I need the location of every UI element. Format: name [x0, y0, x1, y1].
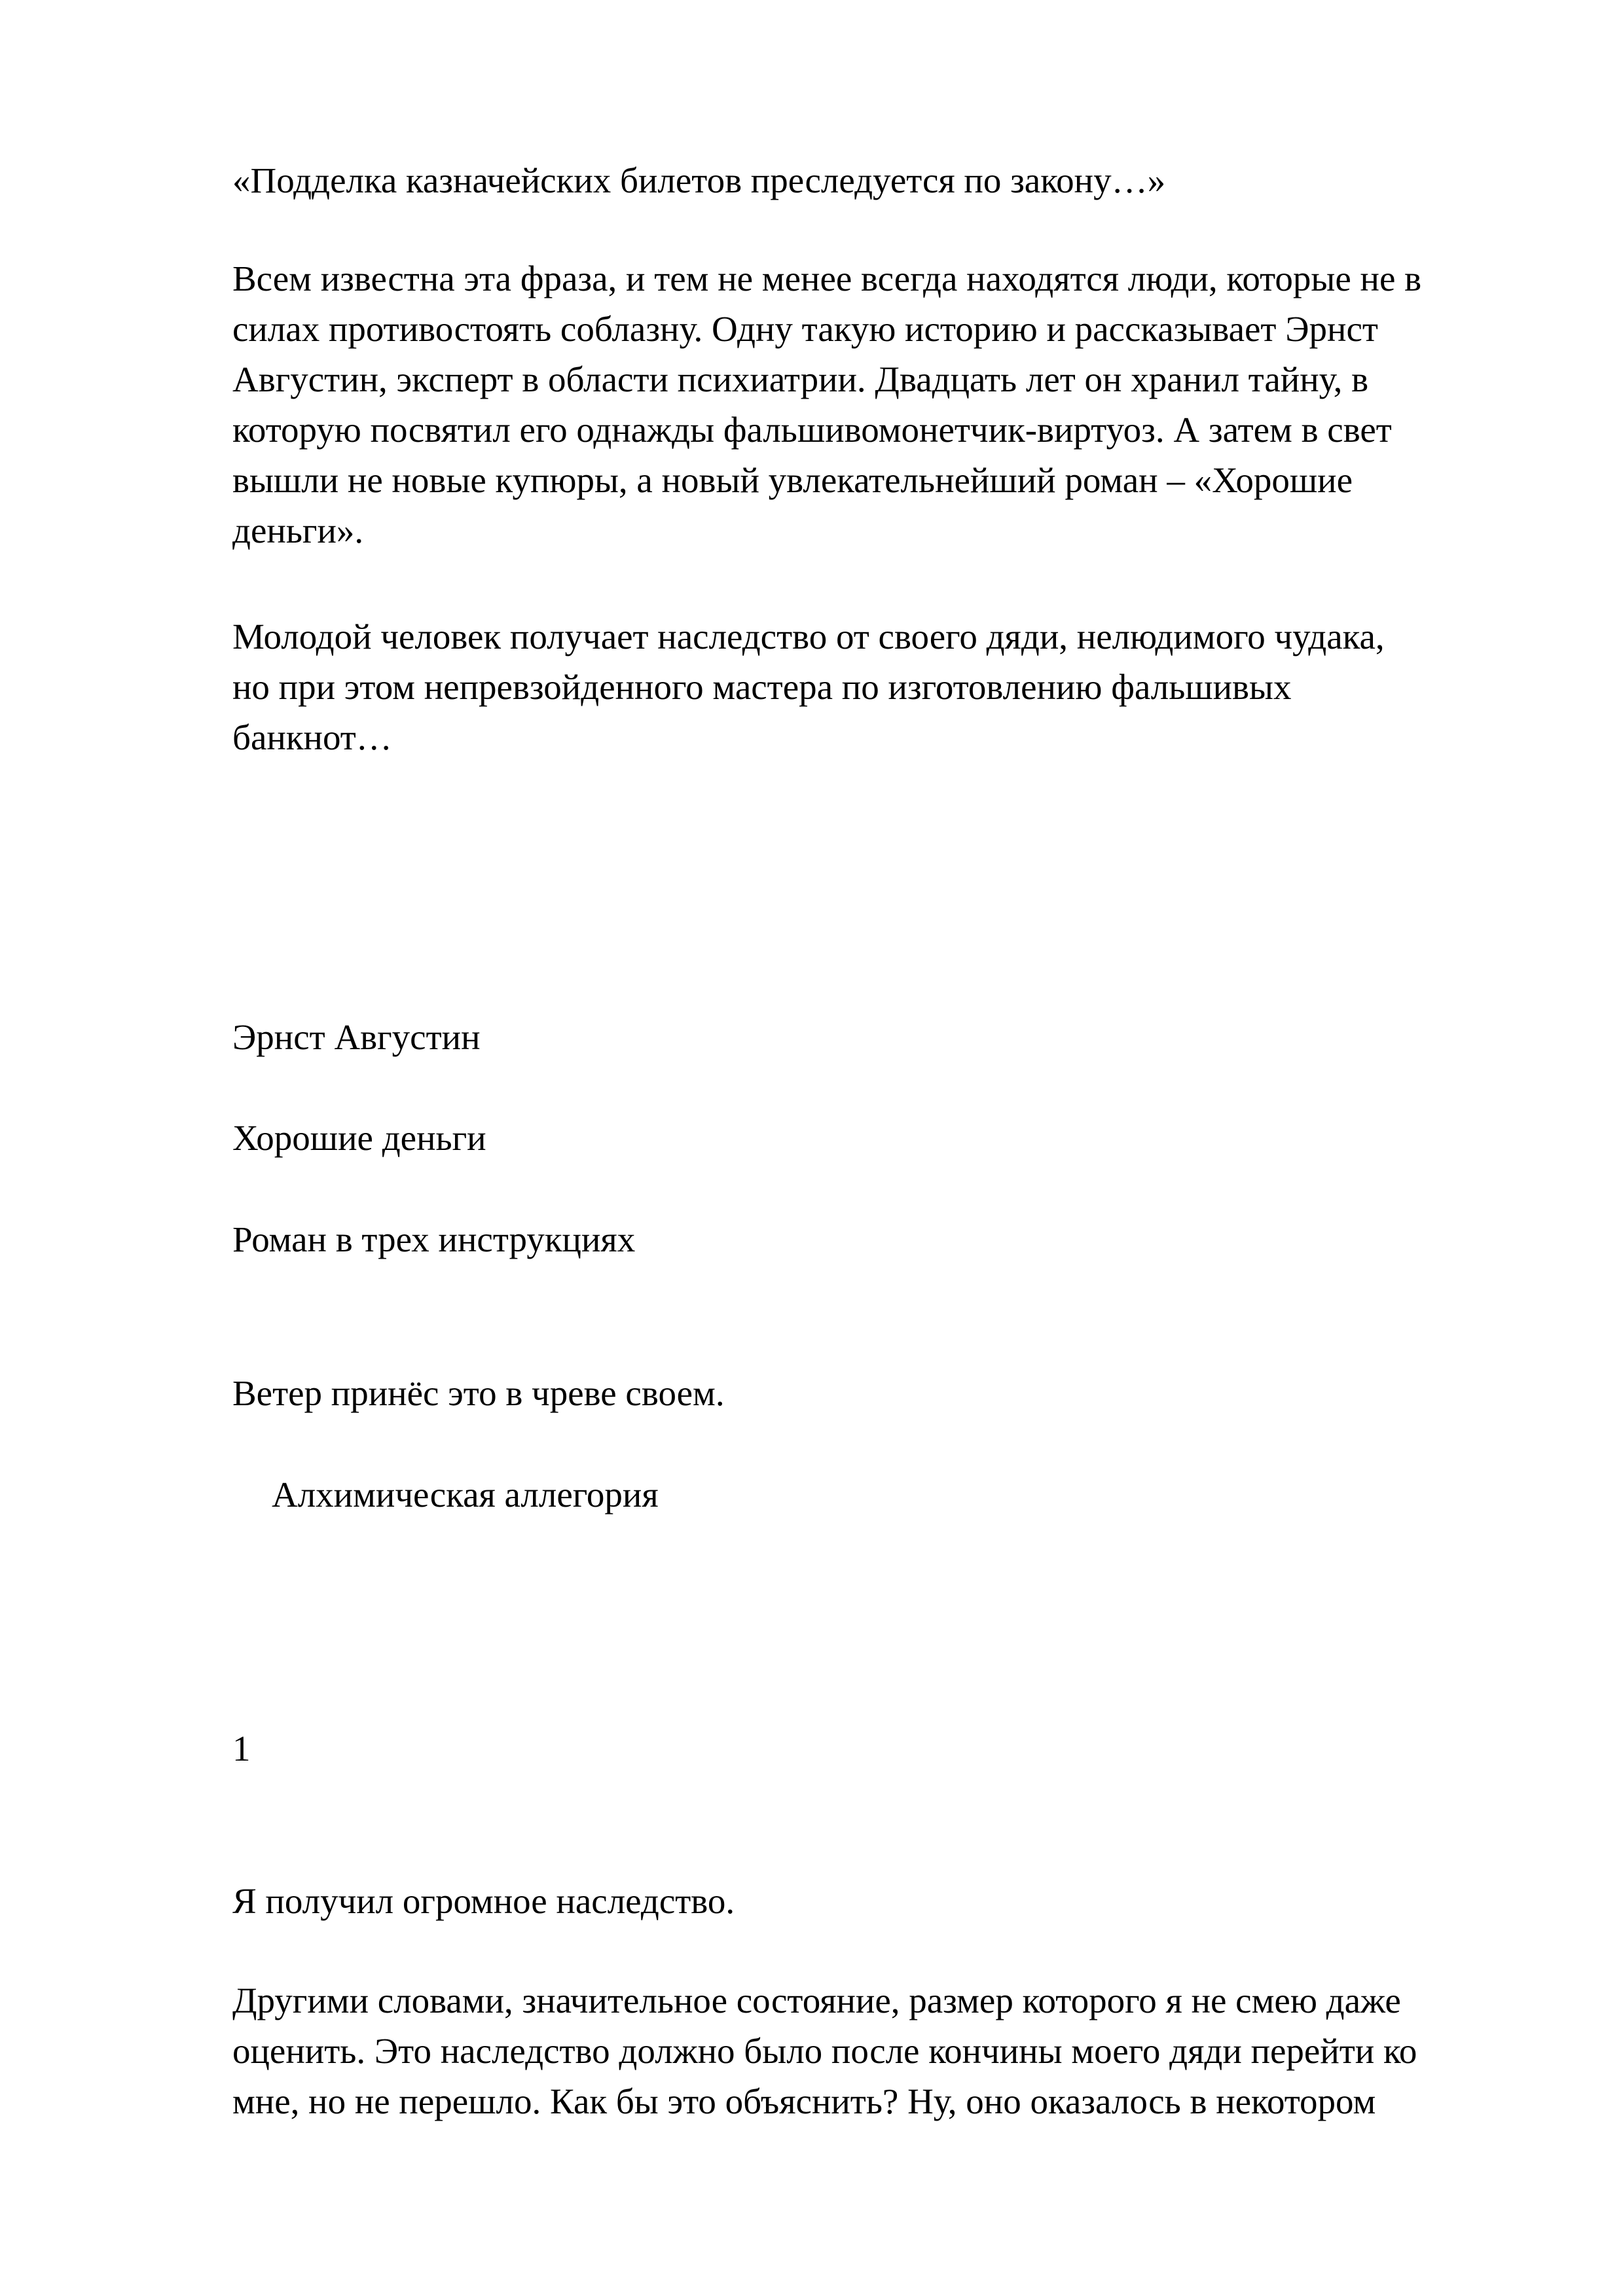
text-line: оценить. Это наследство должно было после кончины моего дяди перейти ко	[232, 2031, 1417, 2071]
chapter-paragraph-2	[232, 1975, 1516, 2126]
text-line: Всем известна эта фраза, и тем не менее всегда находятся люди, которые не в	[232, 259, 1422, 298]
text-line: но при этом непревзойденного мастера по изготовлению фальшивых	[232, 667, 1292, 707]
blurb-paragraph-1	[232, 253, 1516, 556]
author-name: Эрнст Августин	[232, 1017, 481, 1057]
text-line: мне, но не перешло. Как бы это объяснить? Ну, оно оказалось в некотором	[232, 2081, 1376, 2121]
book-subtitle: Роман в трех инструкциях	[232, 1219, 636, 1259]
blurb-paragraph-2	[232, 611, 1516, 762]
chapter-number: 1	[232, 1729, 251, 1768]
text-line: вышли не новые купюры, а новый увлекательнейший роман – «Хорошие	[232, 460, 1353, 500]
book-title: Хорошие деньги	[232, 1118, 486, 1158]
text-line: Другими словами, значительное состояние, размер которого я не смею даже	[232, 1981, 1401, 2020]
epigraph: «Подделка казначейских билетов преследуется по закону…»	[232, 160, 1166, 200]
text-line: силах противостоять соблазну. Одну такую историю и рассказывает Эрнст	[232, 309, 1378, 349]
motto-source: Алхимическая аллегория	[272, 1475, 659, 1515]
text-line: Молодой человек получает наследство от своего дяди, нелюдимого чудака,	[232, 617, 1385, 656]
text-line: которую посвятил его однажды фальшивомонетчик-виртуоз. А затем в свет	[232, 410, 1392, 450]
text-line: Августин, эксперт в области психиатрии. Двадцать лет он хранил тайну, в	[232, 359, 1369, 399]
chapter-paragraph-1: Я получил огромное наследство.	[232, 1881, 735, 1921]
text-line: банкнот…	[232, 717, 392, 757]
text-line: деньги».	[232, 511, 364, 550]
motto-text: Ветер принёс это в чреве своем.	[232, 1373, 725, 1413]
